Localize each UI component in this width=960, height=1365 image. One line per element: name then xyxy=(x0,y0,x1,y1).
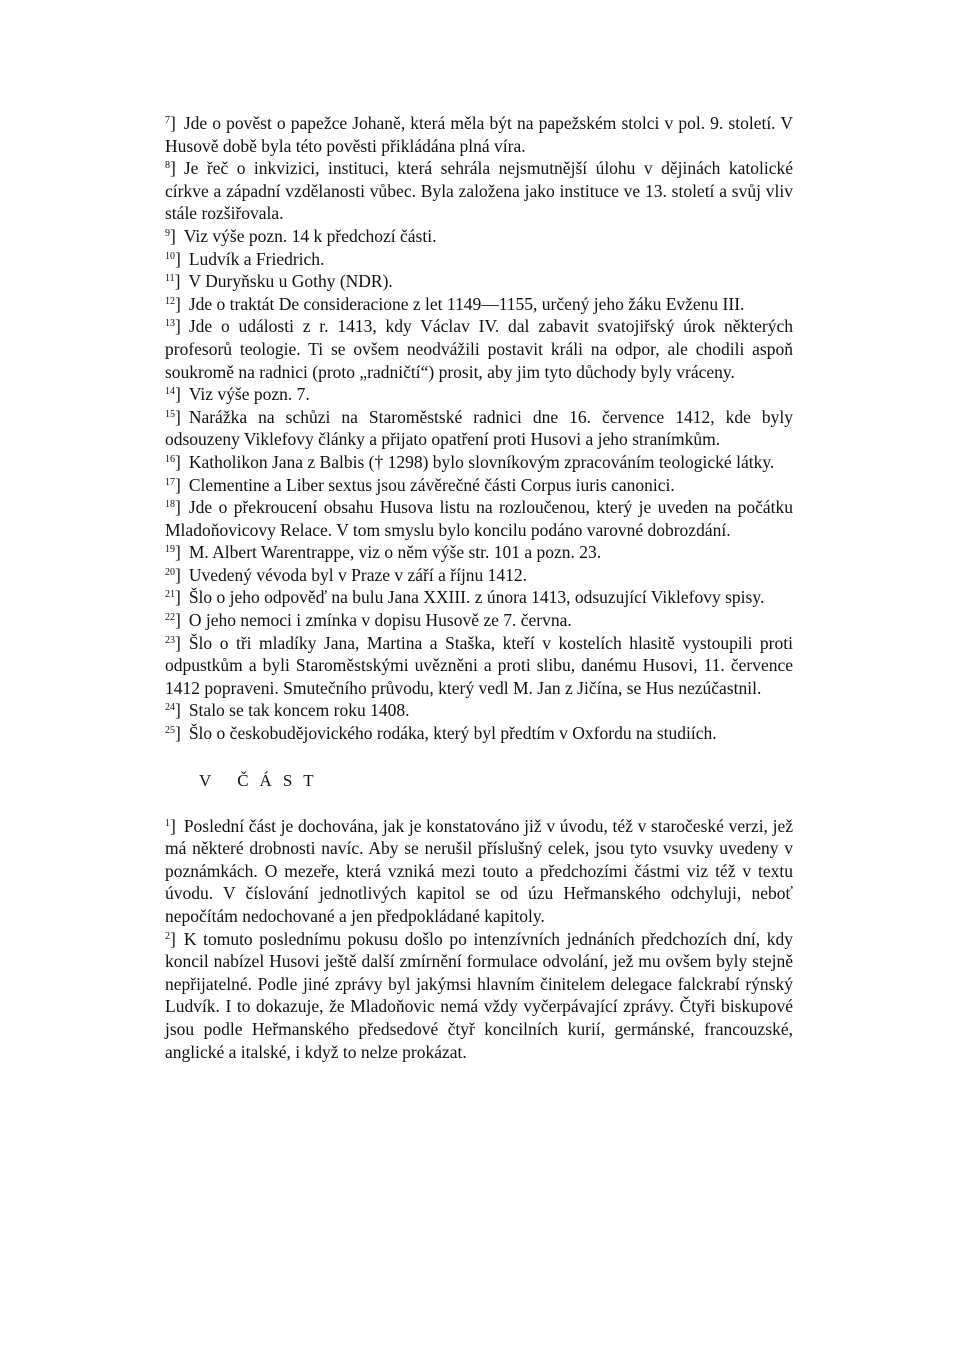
footnote-text: Poslední část je dochována, jak je konstatováno již v úvodu, též v staročeské verzi, jež má některé drobnosti navíc. Aby se nerušil příslušný celek, jsou tyto vsuvky uvedeny v poznámkách. O mezeře, která vzniká mezi touto a předchozími částmi viz též v textu úvodu. V číslování jednotlivých kapitol se od úzu Heřmanského odchyluji, neboť nepočítám nedochované a jen předpokládané kapitoly. xyxy=(165,815,793,926)
footnote-text: Uvedený vévoda byl v Praze v září a říjnu 1412. xyxy=(188,564,528,585)
section-heading: V ČÁST xyxy=(199,770,325,790)
notes-part-4 xyxy=(165,112,793,745)
footnote-2: $^2$] K tomuto poslednímu pokusu došlo po intenzívních jednáních předchozích dní, kdy koncil nabízel Husovi ještě další zmírnění formulace odvolání, jež mu ovšem byly stejně nepřijatelné. Podle jiné zprávy byl jakýmsi hlavním činitelem delegace falckrabí rýnský Ludvík. I to dokazuje, že Mladoňovic nemá vždy vyčerpávající zprávy. Čtyři biskupové jsou podle Heřmanského předsedové čtyř koncilních kurií, germánské, francouzské, anglické a italské, i když to nelze prokázat. xyxy=(165,928,793,1062)
footnote-10: $^{10}$] Ludvík a Friedrich. xyxy=(165,248,325,269)
footnote-text: Je řeč o inkvizici, instituci, která sehrála nejsmutnější úlohu v dějinách katolické církve a západní vzdělanosti vůbec. Byla založena jako instituce ve 13. století a svůj vliv stále rozšiřovala. xyxy=(165,158,793,224)
footnote-text: Narážka na schůzi na Staroměstské radnici dne 16. července 1412, kde byly odsouzeny Viklefovy články a přijato opatření proti Husovi a jeho stranímkům. xyxy=(165,406,793,450)
footnote-1: $^1$] Poslední část je dochována, jak je konstatováno již v úvodu, též v staročeské verzi, jež má některé drobnosti navíc. Aby se nerušil příslušný celek, jsou tyto vsuvky uvedeny v poznámkách. O mezeře, která vzniká mezi touto a předchozími částmi viz též v textu úvodu. V číslování jednotlivých kapitol se od úzu Heřmanského odchyluji, neboť nepočítám nedochované a jen předpokládané kapitoly. xyxy=(165,815,793,926)
footnote-text: Šlo o českobudějovického rodáka, který byl předtím v Oxfordu na studiích. xyxy=(188,723,717,744)
footnote-text: Katholikon Jana z Balbis († 1298) bylo slovníkovým zpracováním teologické látky. xyxy=(188,451,775,472)
footnote-text: Ludvík a Friedrich. xyxy=(188,248,325,269)
footnote-number: 7 xyxy=(165,115,170,126)
footnote-8: $^8$] Je řeč o inkvizici, instituci, která sehrála nejsmutnější úlohu v dějinách katolické církve a západní vzdělanosti vůbec. Byla založena jako instituce ve 13. století a svůj vliv stále rozšiřovala. xyxy=(165,158,793,224)
page-body xyxy=(165,112,793,1063)
footnote-13: $^{13}$] Jde o události z r. 1413, kdy Václav IV. dal zabavit svatojiřský úrok některých profesorů teologie. Ti se ovšem neodvážili postavit králi na odpor, ale chodili aspoň soukromě na radnici (proto „radničtí“) prosit, aby jim tyto důchody byly vráceny. xyxy=(165,316,793,382)
footnote-number: 2 xyxy=(165,930,170,942)
footnote-text: O jeho nemoci i zmínka v dopisu Husově ze 7. června. xyxy=(188,610,572,631)
footnote-23: $^{23}$] Šlo o tři mladíky Jana, Martina a Staška, kteří v kostelích hlasitě vystoupili proti odpustkům a byli Staroměstskými uvězněni a proti slibu, danému Husovi, 11. července 1412 popraveni. Smutečního průvodu, který vedl M. Jan z Jičína, se Hus nezúčastnil. xyxy=(165,632,793,698)
footnote-text: Viz výše pozn. 7. xyxy=(188,384,310,405)
footnote-text: M. Albert Warentrappe, viz o něm výše str. 101 a pozn. 23. xyxy=(188,542,602,563)
footnote-number: 18 xyxy=(165,499,175,511)
notes-part-5 xyxy=(165,815,793,1064)
footnote-9: $^9$] Viz výše pozn. 14 k předchozí části. xyxy=(165,225,437,246)
footnote-15: $^{15}$] Narážka na schůzi na Staroměstské radnici dne 16. července 1412, kde byly odsouzeny Viklefovy články a přijato opatření proti Husovi a jeho stranímkům. xyxy=(165,406,793,450)
footnote-number: 1 xyxy=(165,817,170,829)
footnote-24: $^{24}$] Stalo se tak koncem roku 1408. xyxy=(165,700,410,721)
footnote-text: Šlo o tři mladíky Jana, Martina a Staška, kteří v kostelích hlasitě vystoupili proti odpustkům a byli Staroměstskými uvězněni a proti slibu, danému Husovi, 11. července 1412 popraveni. Smutečního průvodu, který vedl M. Jan z Jičína, se Hus nezúčastnil. xyxy=(165,632,793,698)
footnote-14: $^{14}$] Viz výše pozn. 7. xyxy=(165,384,310,405)
footnote-text: Jde o události z r. 1413, kdy Václav IV. dal zabavit svatojiřský úrok některých profesorů teologie. Ti se ovšem neodvážili postavit králi na odpor, ale chodili aspoň soukromě na radnici (proto „radničtí“) prosit, aby jim tyto důchody byly vráceny. xyxy=(165,316,793,382)
footnote-number: 17 xyxy=(165,476,175,488)
footnote-12: $^{12}$] Jde o traktát De consideracione z let 1149—1155, určený jeho žáku Evženu III. xyxy=(165,293,745,314)
footnote-number: 14 xyxy=(165,386,175,398)
footnote-18: $^{18}$] Jde o překroucení obsahu Husova listu na rozloučenou, který je uveden na počátku Mladoňovicovy Relace. V tom smyslu bylo koncilu podáno varovné dobrozdání. xyxy=(165,497,793,540)
footnote-number: 15 xyxy=(165,408,175,420)
footnote-number: 9 xyxy=(165,227,170,239)
footnote-text: Stalo se tak koncem roku 1408. xyxy=(188,700,410,721)
footnote-text: Jde o pověst o papežce Johaně, která měla být na papežském stolci v pol. 9. století. V Husově době byla této pověsti přikládána plná víra. xyxy=(165,113,793,156)
footnote-20: $^{20}$] Uvedený vévoda byl v Praze v září a říjnu 1412. xyxy=(165,564,528,585)
footnote-17: $^{17}$] Clementine a Liber sextus jsou závěrečné části Corpus iuris canonici. xyxy=(165,474,675,495)
footnote-text: Jde o překroucení obsahu Husova listu na rozloučenou, který je uveden na počátku Mladoňovicovy Relace. V tom smyslu bylo koncilu podáno varovné dobrozdání. xyxy=(165,497,793,540)
footnote-text: Viz výše pozn. 14 k předchozí části. xyxy=(183,225,437,246)
footnote-22: $^{22}$] O jeho nemoci i zmínka v dopisu Husově ze 7. června. xyxy=(165,610,572,631)
footnote-19: $^{19}$] M. Albert Warentrappe, viz o něm výše str. 101 a pozn. 23. xyxy=(165,542,602,563)
footnote-number: 25 xyxy=(165,725,175,737)
footnote-number: 23 xyxy=(165,634,175,646)
footnote-number: 24 xyxy=(165,702,175,714)
footnote-25: $^{25}$] Šlo o českobudějovického rodáka, který byl předtím v Oxfordu na studiích. xyxy=(165,723,717,744)
footnote-number: 10 xyxy=(165,250,175,262)
footnote-number: 21 xyxy=(165,589,175,601)
footnote-number: 16 xyxy=(165,453,175,465)
footnote-number: 19 xyxy=(165,544,175,556)
footnote-number: 11 xyxy=(165,273,175,285)
footnote-text: Jde o traktát De consideracione z let 1149—1155, určený jeho žáku Evženu III. xyxy=(188,293,745,314)
footnote-11: $^{11}$] V Duryňsku u Gothy (NDR). xyxy=(165,271,393,292)
footnote-number: 13 xyxy=(165,318,175,330)
footnote-number: 22 xyxy=(165,612,175,624)
footnote-text: Šlo o jeho odpověď na bulu Jana XXIII. z února 1413, odsuzující Viklefovy spisy. xyxy=(188,587,765,608)
footnote-16: $^{16}$] Katholikon Jana z Balbis († 1298) bylo slovníkovým zpracováním teologické látky. xyxy=(165,451,775,472)
footnote-number: 20 xyxy=(165,566,175,578)
footnote-7: $^7$] Jde o pověst o papežce Johaně, která měla být na papežském stolci v pol. 9. století. V Husově době byla této pověsti přikládána plná víra. xyxy=(165,113,793,156)
footnote-text: Clementine a Liber sextus jsou závěrečné části Corpus iuris canonici. xyxy=(188,474,675,495)
footnote-number: 12 xyxy=(165,295,175,307)
footnote-21: $^{21}$] Šlo o jeho odpověď na bulu Jana XXIII. z února 1413, odsuzující Viklefovy spisy. xyxy=(165,587,765,608)
footnote-text: K tomuto poslednímu pokusu došlo po intenzívních jednáních předchozích dní, kdy koncil nabízel Husovi ještě další zmírnění formulace odvolání, jež mu ovšem byly stejně nepřijatelné. Podle jiné zprávy byl jakýmsi hlavním činitelem delegace falckrabí rýnský Ludvík. I to dokazuje, že Mladoňovic nemá vždy vyčerpávající zprávy. Čtyři biskupové jsou podle Heřmanského předsedové čtyř koncilních kurií, germánské, francouzské, anglické a italské, i když to nelze prokázat. xyxy=(165,928,793,1062)
footnote-number: 8 xyxy=(165,160,170,172)
footnote-text: V Duryňsku u Gothy (NDR). xyxy=(188,271,393,292)
